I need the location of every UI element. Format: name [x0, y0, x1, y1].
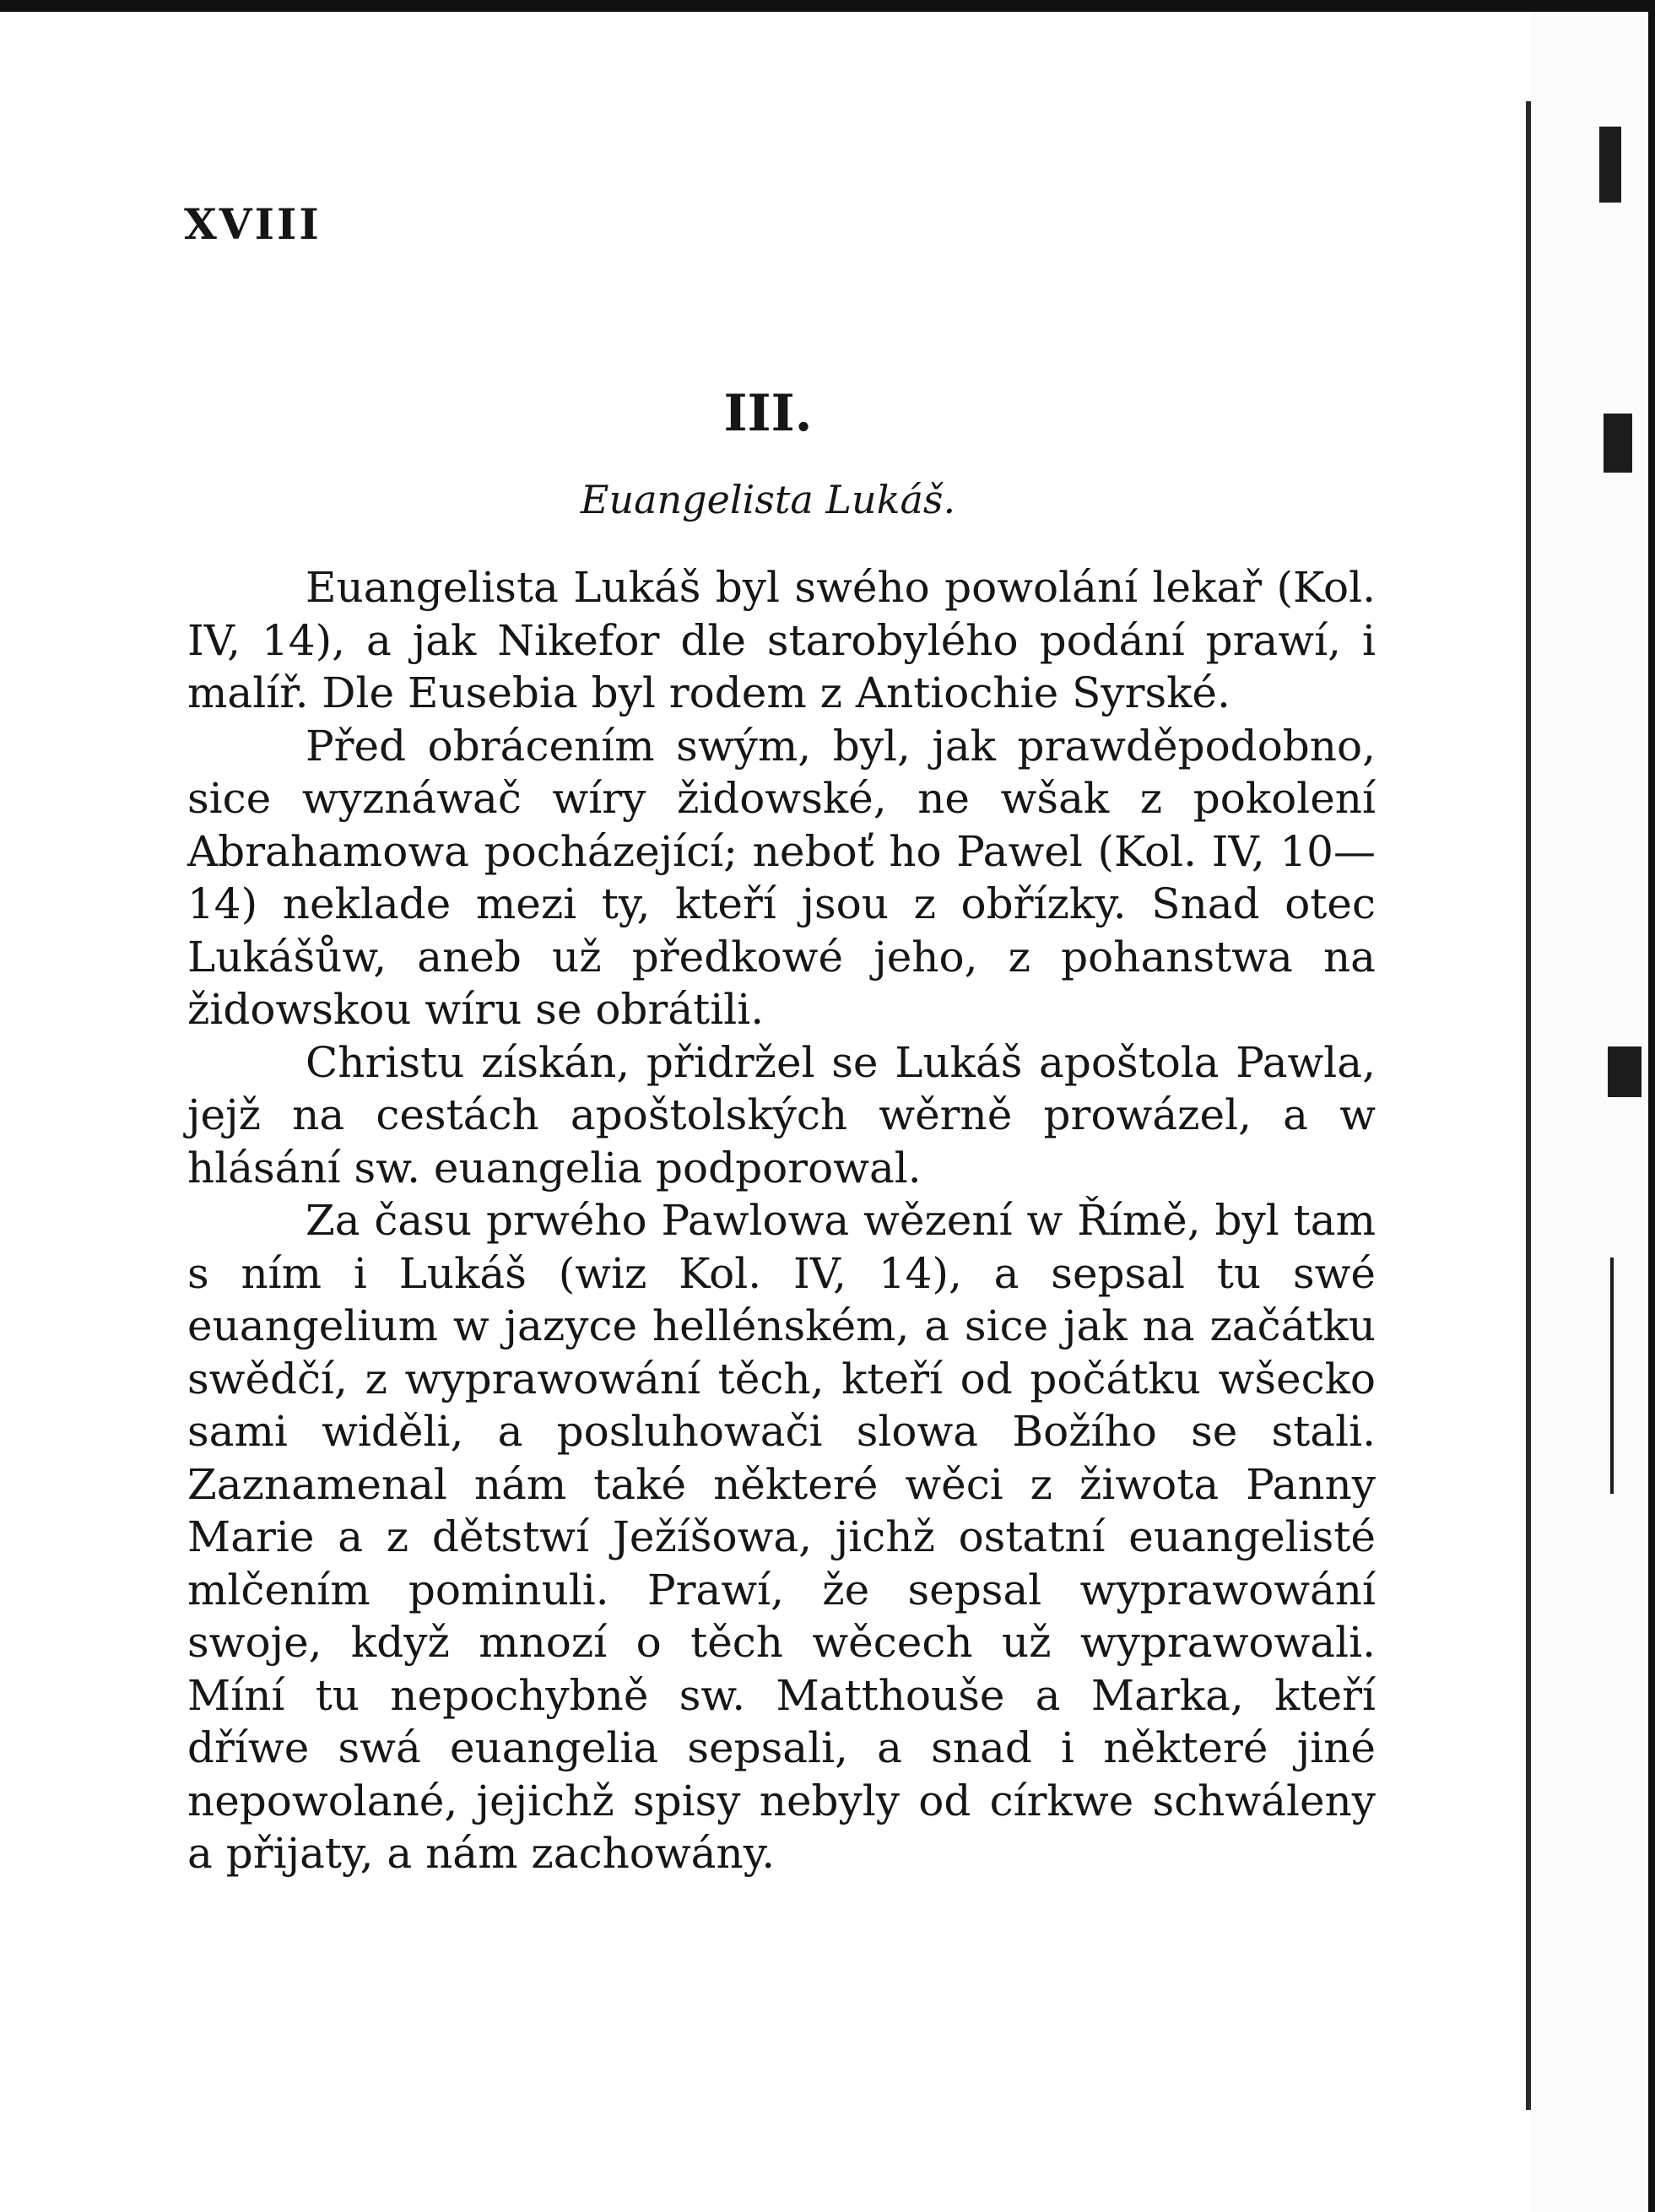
paragraph-4: Za času prwého Pawlowa wězení w Římě, byl tam s ním i Lukáš (wiz Kol. IV, 14), a sepsal tu swé euangelium w jazyce hellénském, a sice jak na začátku swědčí, z wyprawowání těch, kteří od počátku wšecko sami widěli, a posluhowači slowa Božího se stali. Zaznamenal nám také některé wěci z žiwota Panny Marie a z dětstwí Ježíšowa, jichž ostatní euangelisté mlčením pominuli. Prawí, že sepsal wyprawowání swoje, když mnozí o těch wěcech už wyprawowali. Míní tu nepochybně sw. Matthouše a Marka, kteří dříwe swá euangelia sepsali, a snad i některé jiné nepowolané, jejichž spisy nebyly od církwe schwáleny a přijaty, a nám zachowány.	[187, 1196, 1376, 1878]
paragraph-1: Euangelista Lukáš byl swého powolání lekař (Kol. IV, 14), a jak Nikefor dle starobylého podání prawí, i malíř. Dle Eusebia byl rodem z Antiochie Syrské.	[187, 563, 1376, 717]
margin-mark-1	[1599, 127, 1621, 203]
page-folio: XVIII	[184, 199, 322, 249]
margin-mark-2	[1604, 414, 1632, 473]
scan-right-edge	[1648, 0, 1655, 2212]
chapter-number: III.	[723, 384, 813, 443]
scan-top-edge	[0, 0, 1655, 12]
paragraph-3: Christu získán, přidržel se Lukáš apoštola Pawla, jejž na cestách apoštolských wěrně prowázel, a w hlásání sw. euangelia podporowal.	[187, 1037, 1376, 1193]
adjacent-page-strip	[1531, 12, 1648, 2212]
margin-mark-3	[1608, 1047, 1641, 1097]
chapter-title: Euangelista Lukáš.	[580, 477, 956, 522]
paragraph-2: Před obrácením swým, byl, jak prawděpodobno, sice wyznáwač wíry židowské, ne wšak z pokolení Abrahamowa pocházející; neboť ho Pawel (Kol. IV, 10—14) neklade mezi ty, kteří jsou z obřízky. Snad otec Lukášůw, aneb už předkowé jeho, z pohanstwa na židowskou wíru se obrátili.	[187, 721, 1376, 1034]
body-text	[187, 561, 1376, 1880]
margin-mark-4	[1610, 1257, 1614, 1494]
